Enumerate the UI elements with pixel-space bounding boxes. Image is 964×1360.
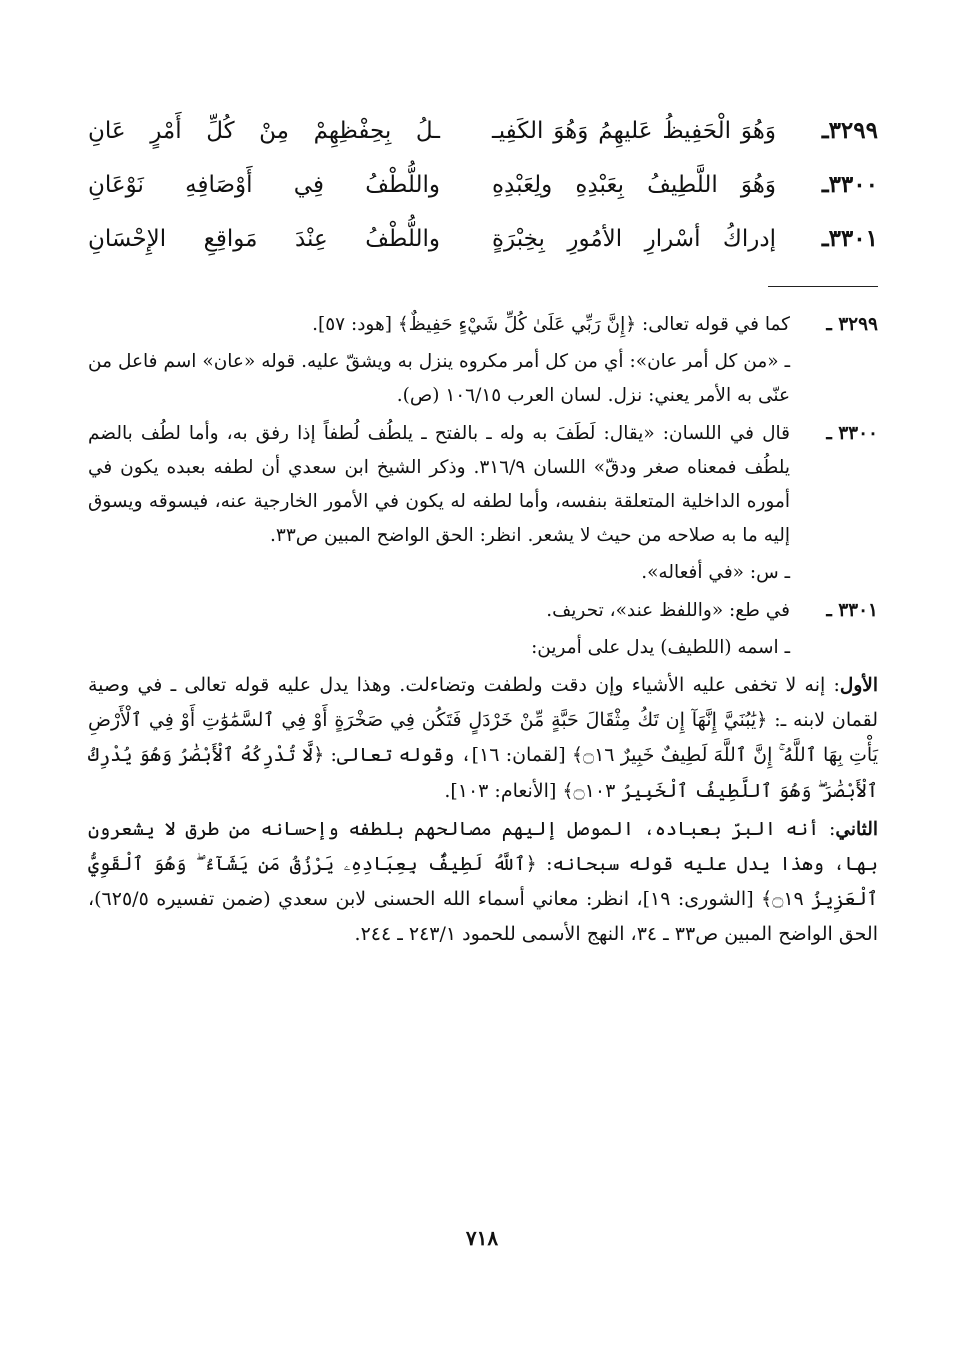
verse-second-hemistich: واللُّطْفُ عِنْدَ مَواقِعِ الإِحْسَانِ [88, 226, 440, 252]
footnote-number: ٣٣٠٠ ـ [826, 422, 878, 444]
meaning-first [88, 668, 878, 809]
verse-3299 [88, 104, 878, 158]
footnote-3299 [88, 308, 878, 342]
verse-number: ٣٢٩٩ـ [821, 117, 878, 144]
meaning-first-text: : إنه لا تخفى عليه الأشياء وإن دقت ولطفت وتضاءلت. وهذا يدل عليه قوله تعالى ـ في وصية لقمان لابنه ـ: ﴿يَٰبُنَيَّ إِنَّهَآ إِن تَكُ مِثْقَالَ حَبَّةٍ مِّنْ خَرْدَلٍ فَتَكُن فِي صَخْرَةٍ أَوْ فِي ٱلسَّمَٰوَٰتِ أَوْ فِي ٱلْأَرْضِ يَأْتِ بِهَا ٱللَّهُ ۚ إِنَّ ٱللَّهَ لَطِيفٌ خَبِيرٌ ۝١٦﴾ [لقمان: ١٦]، وقوله تعالى: ﴿لَّا تُدْرِكُهُ ٱلْأَبْصَٰرُ وَهُوَ يُدْرِكُ ٱلْأَبْصَٰرَ ۖ وَهُوَ ٱللَّطِيفُ ٱلْخَبِيرُ ۝١٠٣﴾ [الأنعام: ١٠٣]. [88, 674, 879, 802]
footnote-3300 [88, 417, 878, 554]
footnote-separator [768, 286, 878, 287]
meaning-second [88, 812, 878, 953]
meaning-first-label: الأول [839, 675, 878, 697]
verse-3300 [88, 158, 878, 212]
footnote-3300-comment: ـ س: «في أفعاله». [641, 562, 790, 584]
meaning-second-label: الثاني [835, 818, 878, 840]
verse-second-hemistich: واللُّطْفُ فِي أَوْصَافِهِ نَوْعَانِ [88, 172, 440, 198]
page-body [88, 104, 879, 946]
verse-number: ٣٣٠١ـ [821, 225, 878, 252]
footnote-text: كما في قوله تعالى: ﴿إِنَّ رَبِّي عَلَىٰ كُلِّ شَيْءٍ حَفِيظٌ﴾ [هود: ٥٧]. [312, 314, 790, 335]
footnote-3299-comment: ـ «من كل أمر عان»: أي من كل أمر مكروه ينزل به ويشقّ عليه. قوله «عان» اسم فاعل من عنّى به الأمر يعني: نزل. لسان العرب ١٠٦/١٥ (ص). [88, 351, 790, 407]
footnote-3301-comment: ـ اسمه (اللطيف) يدل على أمرين: [531, 636, 790, 658]
footnote-3301 [88, 594, 878, 628]
footnote-number: ٣٢٩٩ ـ [826, 314, 878, 335]
verse-number: ٣٣٠٠ـ [821, 171, 878, 198]
footnote-text: قال في اللسان: «يقال: لَطَفَ به وله ـ بالفتح ـ يلطُف لُطفاً إذا رفق به، وأما لطُف بالضم يلطُف فمعناه صغر ودقّ» اللسان ٣١٦/٩. وذكر الشيخ ابن سعدي أن لطفه بعبده يكون في أموره الداخلية المتعلقة بنفسه، وأما لطفه له يكون في الأمور الخارجية عنه، فيسوقه ويسوق إليه ما به صلاحه من حيث لا يشعر. انظر: الحق الواضح المبين ص٣٣. [88, 422, 790, 547]
verse-first-hemistich: وَهُوَ اللَّطِيفُ بِعَبْدِهِ ولِعَبْدِهِ [492, 172, 776, 198]
footnotes [88, 308, 878, 956]
page-number: ٧١٨ [465, 1226, 499, 1250]
verse-first-hemistich: إدراكُ أسْرارِ الأمُورِ بِخِبْرَةٍ [492, 226, 776, 252]
meaning-second-text: : أنه البرّ بعباده، الموصل إليهم مصالحهم بلطفه وإحسانه من طرق لا يشعرون بها، وهذا يدل عليه قوله سبحانه: ﴿ٱللَّهُ لَطِيفٌۢ بِعِبَادِهِۦ يَرْزُقُ مَن يَشَآءُ ۖ وَهُوَ ٱلْقَوِيُّ ٱلْعَزِيزُ ۝١٩﴾ [الشورى: ١٩]، انظر: معاني أسماء الله الحسنى لابن سعدي (ضمن تفسيره ٦٢٥/٥)، الحق الواضح المبين ص٣٣ ـ ٣٤، النهج الأسمى للحمود ٢٤٣/١ ـ ٢٤٤. [88, 817, 879, 946]
verse-first-hemistich: وَهُوَ الْحَفِيظُ عَليهِمُ وَهُوَ الكَفِيـ [492, 118, 776, 144]
verse-second-hemistich: ـلُ بِحِفْظِهِمْ مِنْ كُلِّ أَمْرٍ عَانِ [88, 118, 440, 144]
footnote-text: في طع: «واللفظ عند»، تحريف. [546, 599, 790, 621]
verse-3301 [88, 212, 878, 266]
footnote-number: ٣٣٠١ ـ [826, 599, 878, 621]
